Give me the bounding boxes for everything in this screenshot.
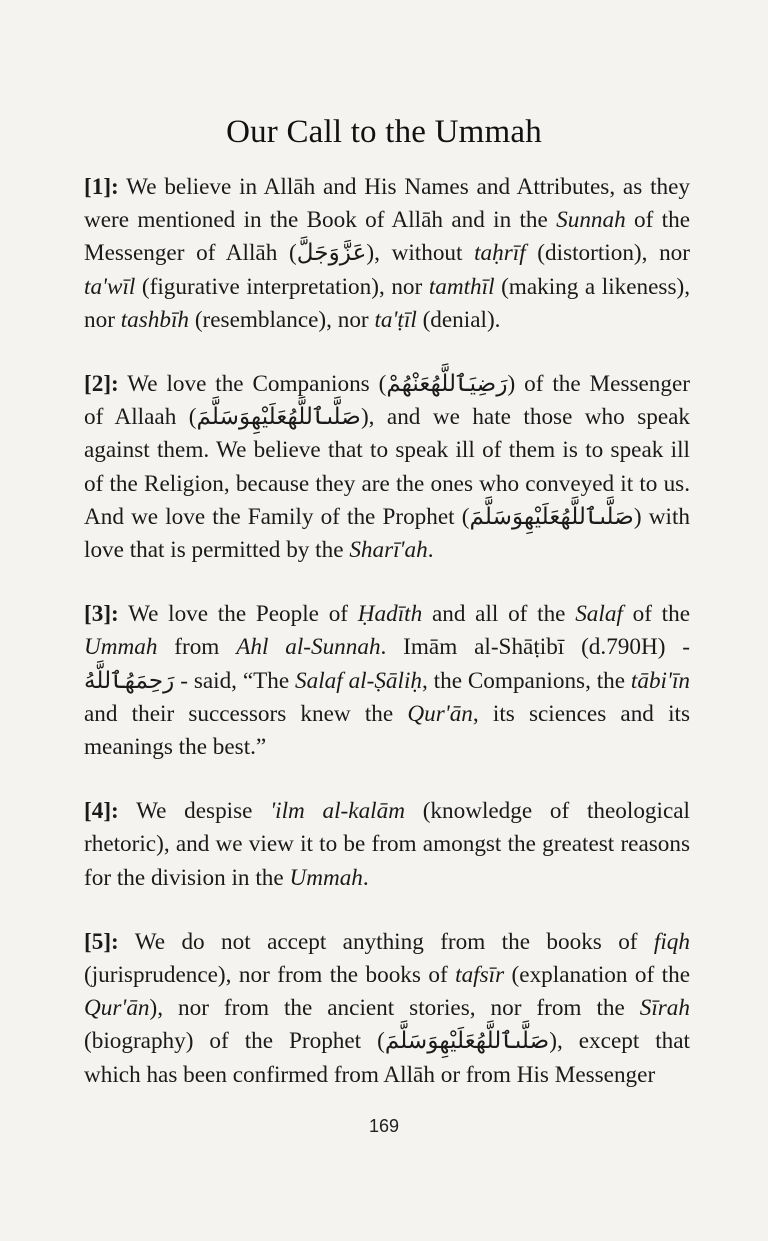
text-run: from (157, 634, 237, 661)
text-run: . (427, 537, 434, 564)
italic-term: Salaf (575, 601, 623, 628)
text-run: , its sciences and its meanings the best.” (84, 700, 691, 761)
italic-term: Sharī'ah (349, 537, 428, 564)
paragraph-number: [5]: (84, 928, 119, 955)
paragraph-3 (84, 598, 690, 764)
italic-term: Sīrah (639, 995, 690, 1022)
text-run: We love the People of (118, 601, 358, 628)
text-run: of the Messenger of Allāh (عَزَّوَجَلَّ), without (84, 207, 690, 267)
paragraph-number: [1]: (84, 174, 119, 200)
italic-term: ta'ṭīl (374, 306, 417, 333)
paragraph-number: [3]: (84, 601, 119, 628)
text-run: , the Companions, the (422, 667, 631, 694)
text-run: (making a likeness), nor (84, 273, 690, 333)
paragraph-4 (84, 795, 690, 895)
text-run: . Imām al-Shāṭibī (d.790H) - رَحِمَهُٱللَّهُ - said, “The (84, 634, 690, 694)
italic-term: Salaf al-Ṣāliḥ (295, 667, 422, 694)
page-title: Our Call to the Ummah (226, 114, 542, 151)
text-run: (knowledge of theological rhetoric), and we view it to be from amongst the greatest reasons for the division in the (84, 798, 690, 891)
italic-term: 'ilm al-kalām (270, 798, 405, 825)
text-run: We despise (118, 798, 271, 825)
italic-term: Sunnah (556, 207, 626, 234)
text-run: We do not accept anything from the books of (118, 928, 654, 955)
text-run: and their successors knew the (84, 700, 408, 727)
text-run: . (362, 864, 369, 891)
italic-term: tābi'īn (630, 667, 690, 694)
text-run: (distortion), nor (525, 240, 690, 267)
italic-term: taḥrīf (474, 240, 526, 267)
text-run: (biography) of the Prophet (صَلَّىٱللَّهُعَلَيْهِوَسَلَّمَ), except that which has been confirmed from Allāh or from His Messenger (84, 1028, 691, 1088)
text-run: We love the Companions (رَضِيَٱللَّهُعَنْهُمْ) of the Messenger of Allaah (صَلَّىٱللَّهُعَلَيْهِوَسَلَّمَ), and we hate those who speak against them. We believe that to speak ill of them is to speak ill of the Religion, because they are the ones who conveyed it to us. And we love the Family of the Prophet (صَلَّىٱللَّهُعَلَيْهِوَسَلَّمَ) with love that is permitted by the (84, 371, 690, 564)
text-run: ), nor from the ancient stories, nor from the (149, 995, 640, 1022)
text-run: (jurisprudence), nor from the books of (84, 962, 456, 989)
italic-term: tashbīh (120, 306, 190, 333)
italic-term: tafsīr (455, 962, 505, 989)
paragraph-5 (84, 926, 690, 1092)
italic-term: Ummah (84, 634, 158, 661)
italic-term: Ummah (289, 864, 363, 891)
paragraph-2 (84, 368, 690, 567)
text-run: (resemblance), nor (189, 306, 375, 333)
text-run: and all of the (422, 601, 576, 628)
paragraph-number: [2]: (84, 371, 119, 398)
italic-term: Qur'ān (407, 700, 473, 727)
italic-term: fiqh (653, 928, 690, 955)
text-run: (figurative interpretation), nor (135, 273, 429, 300)
text-run: We believe in Allāh and His Names and Attributes, as they were mentioned in the Book of Allāh and in the (84, 174, 690, 234)
italic-term: Ahl al-Sunnah (236, 634, 381, 661)
italic-term: ta'wīl (84, 273, 136, 300)
italic-term: Ḥadīth (357, 601, 423, 628)
text-run: (explanation of the (504, 962, 690, 989)
italic-term: Qur'ān (84, 995, 150, 1022)
paragraph-1 (84, 171, 690, 337)
text-run: (denial). (416, 306, 501, 333)
body-text (84, 171, 690, 1123)
italic-term: tamthīl (428, 273, 495, 300)
text-run: of the (622, 601, 690, 628)
paragraph-number: [4]: (84, 798, 119, 825)
page-number: 169 (368, 1116, 400, 1136)
